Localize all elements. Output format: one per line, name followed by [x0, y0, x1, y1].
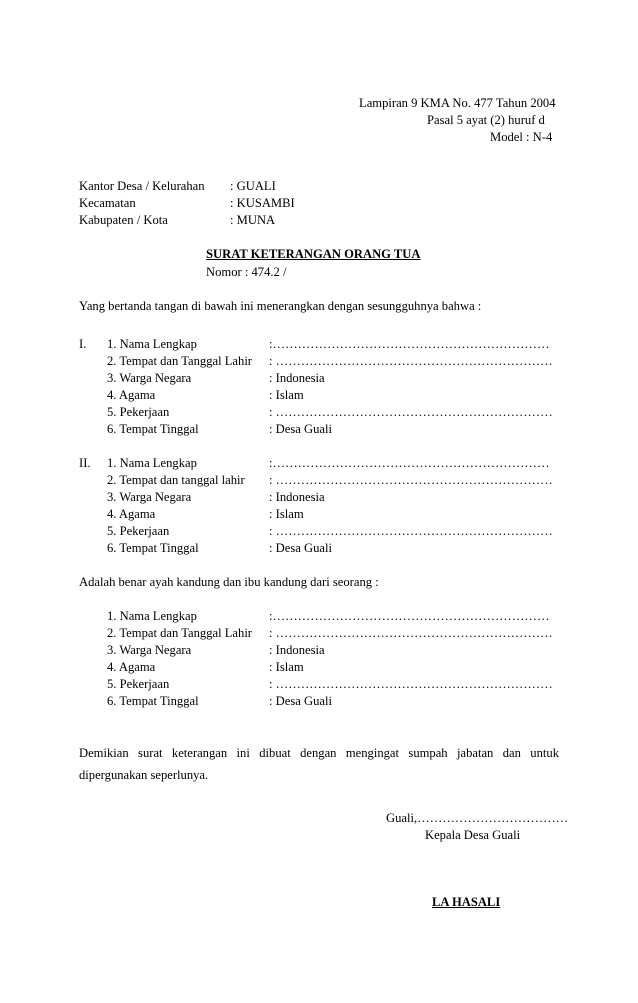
section-2-row [0, 455, 638, 472]
section-3-row [0, 608, 638, 625]
section-2-row [0, 489, 638, 506]
field-label: 2. Tempat dan Tanggal Lahir [107, 626, 253, 640]
section-3-row [0, 693, 638, 710]
field-value: :………………………………………………………… [269, 337, 550, 351]
field-label: 3. Warga Negara [107, 490, 192, 504]
field-label: 5. Pekerjaan [107, 405, 170, 419]
section-1-row [0, 421, 638, 438]
field-value: : Desa Guali [269, 541, 332, 555]
header-line-3: Model : N-4 [490, 130, 553, 144]
section-1-row [0, 387, 638, 404]
signature-name: LA HASALI [432, 895, 501, 909]
section-2-row [0, 506, 638, 523]
field-value: :………………………………………………………… [269, 456, 550, 470]
field-value: : Islam [269, 660, 304, 674]
office-value: : MUNA [230, 213, 276, 227]
field-value: : Indonesia [269, 490, 325, 504]
section-1-row [0, 353, 638, 370]
field-label: 6. Tempat Tinggal [107, 694, 199, 708]
section-2-row [0, 523, 638, 540]
section-3-row [0, 625, 638, 642]
header-line-1: Lampiran 9 KMA No. 477 Tahun 2004 [359, 96, 556, 110]
field-label: 5. Pekerjaan [107, 524, 170, 538]
field-value: : Islam [269, 507, 304, 521]
office-label: Kabupaten / Kota [79, 213, 168, 227]
field-label: 4. Agama [107, 507, 156, 521]
field-label: 1. Nama Lengkap [107, 456, 197, 470]
section-3-row [0, 642, 638, 659]
field-value: : ………………………………………………………… [269, 354, 553, 368]
field-label: 3. Warga Negara [107, 643, 192, 657]
field-value: : Islam [269, 388, 304, 402]
field-label: 6. Tempat Tinggal [107, 541, 199, 555]
signature-place-date: Guali,……………………………… [386, 811, 569, 825]
office-row [0, 212, 638, 229]
field-value: : Desa Guali [269, 422, 332, 436]
field-label: 2. Tempat dan tanggal lahir [107, 473, 245, 487]
child-intro-text: Adalah benar ayah kandung dan ibu kandung dari seorang : [79, 575, 379, 589]
signature-position: Kepala Desa Guali [425, 828, 521, 842]
section-1-roman: I. [79, 337, 87, 351]
field-label: 4. Agama [107, 660, 156, 674]
field-value: : Desa Guali [269, 694, 332, 708]
field-label: 6. Tempat Tinggal [107, 422, 199, 436]
office-row [0, 178, 638, 195]
office-value: : GUALI [230, 179, 276, 193]
field-value: : ………………………………………………………… [269, 677, 553, 691]
section-1-row [0, 404, 638, 421]
section-2-row [0, 472, 638, 489]
field-value: : ………………………………………………………… [269, 524, 553, 538]
section-2-roman: II. [79, 456, 91, 470]
field-value: : ………………………………………………………… [269, 626, 553, 640]
intro-text: Yang bertanda tangan di bawah ini menerangkan dengan sesungguhnya bahwa : [79, 299, 482, 313]
field-label: 1. Nama Lengkap [107, 609, 197, 623]
section-2-row [0, 540, 638, 557]
section-1-row [0, 370, 638, 387]
header-line-2: Pasal 5 ayat (2) huruf d [427, 113, 545, 127]
closing-paragraph: Demikian surat keterangan ini dibuat dengan mengingat sumpah jabatan dan untuk dipergunakan seperlunya. [79, 746, 559, 782]
office-label: Kecamatan [79, 196, 136, 210]
field-value: : Indonesia [269, 643, 325, 657]
office-label: Kantor Desa / Kelurahan [79, 179, 205, 193]
field-label: 5. Pekerjaan [107, 677, 170, 691]
section-1-row [0, 336, 638, 353]
document-number: Nomor : 474.2 / [206, 265, 287, 279]
field-label: 4. Agama [107, 388, 156, 402]
document-title: SURAT KETERANGAN ORANG TUA [206, 247, 421, 261]
field-value: :………………………………………………………… [269, 609, 550, 623]
field-value: : ………………………………………………………… [269, 405, 553, 419]
field-value: : ………………………………………………………… [269, 473, 553, 487]
section-3-row [0, 676, 638, 693]
office-value: : KUSAMBI [230, 196, 295, 210]
office-row [0, 195, 638, 212]
section-3-row [0, 659, 638, 676]
field-label: 2. Tempat dan Tanggal Lahir [107, 354, 253, 368]
field-label: 3. Warga Negara [107, 371, 192, 385]
field-label: 1. Nama Lengkap [107, 337, 197, 351]
field-value: : Indonesia [269, 371, 325, 385]
